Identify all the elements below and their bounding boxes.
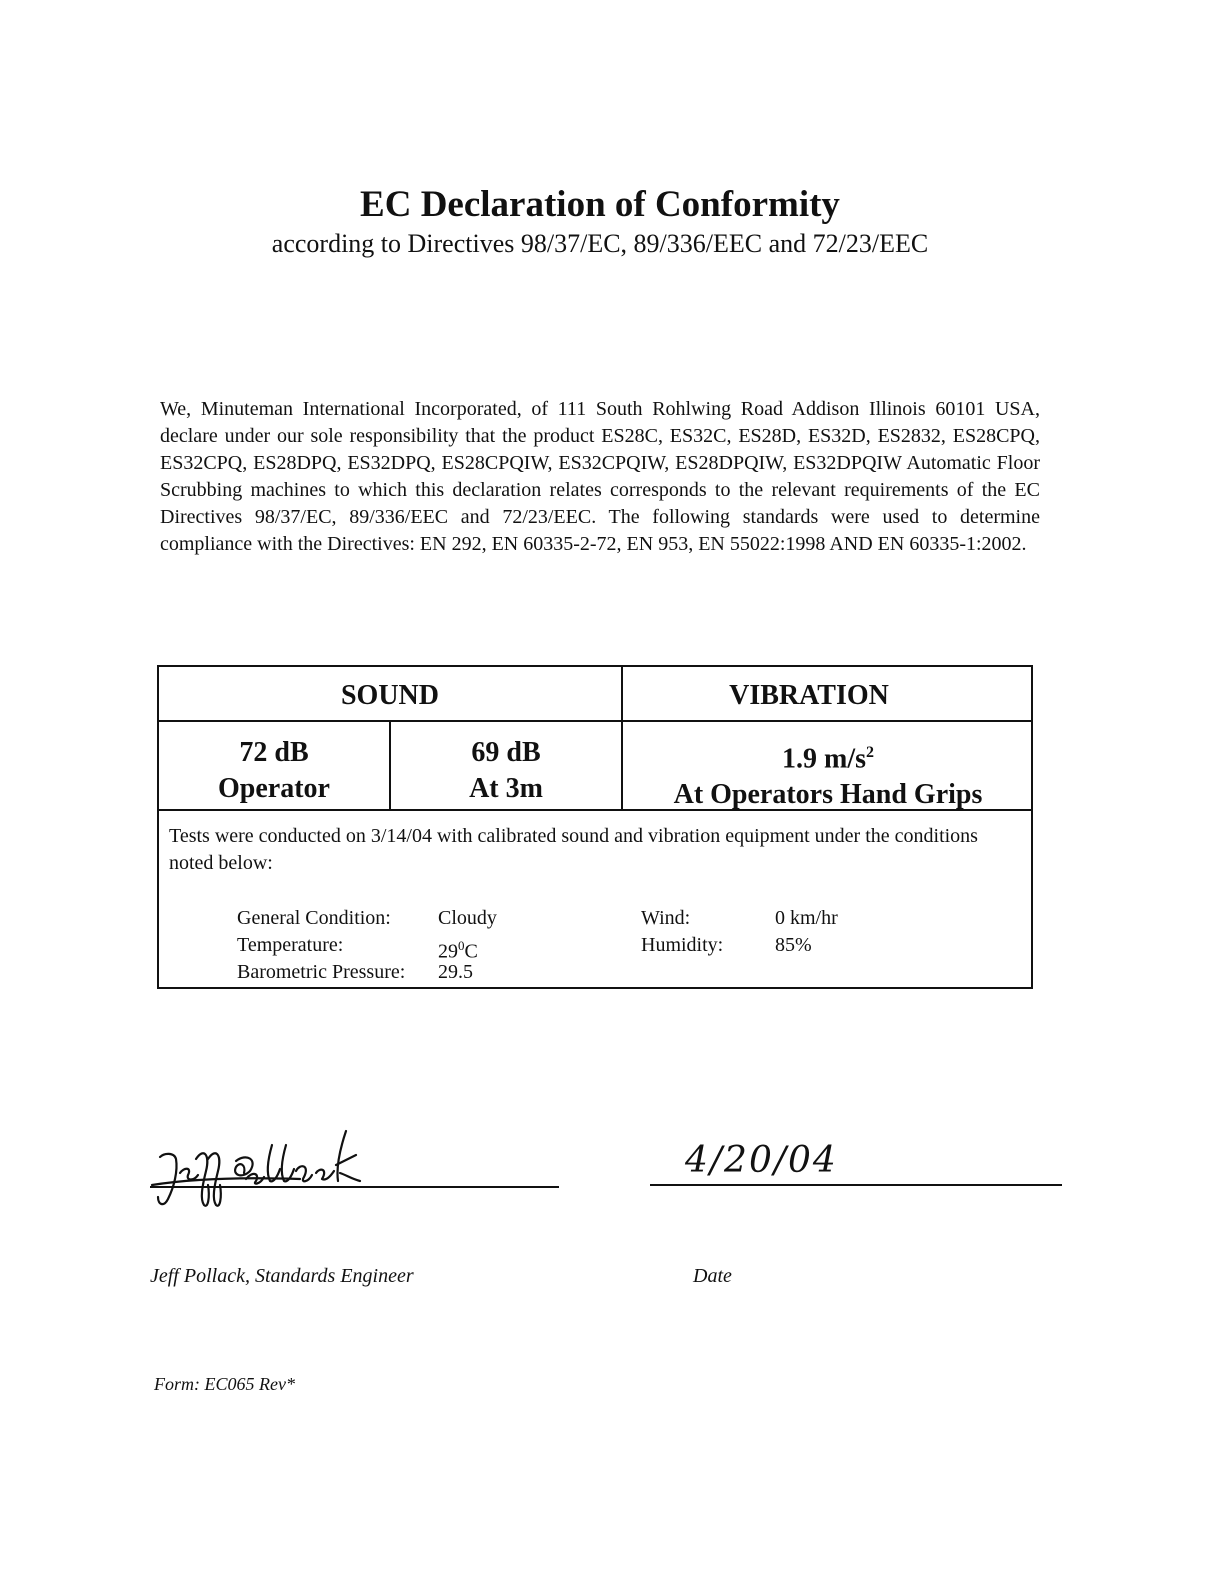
humidity-value: 85% xyxy=(775,934,812,956)
vibration-exponent: 2 xyxy=(866,744,874,761)
sound-vibration-table xyxy=(157,665,1033,989)
wind-value: 0 km/hr xyxy=(775,907,838,929)
pressure-value: 29.5 xyxy=(438,961,473,983)
signer-caption: Jeff Pollack, Standards Engineer xyxy=(150,1265,414,1287)
wind-label: Wind: xyxy=(641,907,691,929)
test-conditions-text: Tests were conducted on 3/14/04 with calibrated sound and vibration equipment under the conditions noted below: xyxy=(169,825,978,874)
declaration-body xyxy=(160,396,1040,558)
signature-line xyxy=(150,1186,559,1188)
pressure-label: Barometric Pressure: xyxy=(237,961,406,983)
sound-header: SOUND xyxy=(340,680,439,711)
date-line xyxy=(650,1184,1062,1186)
sound-operator-cell xyxy=(159,735,389,807)
temperature-label: Temperature: xyxy=(237,934,344,956)
general-condition-value: Cloudy xyxy=(438,907,497,929)
temperature-value: $29^0C$ xyxy=(438,938,478,963)
handwritten-date: 4/20/04 xyxy=(685,1140,838,1181)
sound-operator-value: 72 dB xyxy=(239,737,309,768)
general-condition-label: General Condition: xyxy=(237,907,391,929)
sound-operator-label: Operator xyxy=(218,773,330,804)
vibration-header: VIBRATION xyxy=(729,680,889,711)
sound-3m-value: 69 dB xyxy=(471,737,541,768)
form-reference: Form: EC065 Rev* xyxy=(154,1374,295,1394)
sound-3m-cell xyxy=(391,735,621,807)
handwritten-signature xyxy=(150,1125,370,1210)
vibration-value: 1.9 $m/s^2$ xyxy=(782,743,874,775)
vibration-cell xyxy=(623,735,1033,813)
table-rule xyxy=(159,720,1031,722)
declaration-paragraph: We, Minuteman International Incorporated, of 111 South Rohlwing Road Addison Illinois 60101 USA, declare under our sole responsibility that the product ES28C, ES32C, ES28D, ES32D, ES2832, ES28CPQ, ES32CPQ, ES28DPQ, ES32DPQ, ES28CPQIW, ES32CPQIW, ES28DPQIW, ES32DPQIW Automatic Floor Scrubbing machines to which this declaration relates corresponds to the relevant requirements of the EC Directives 98/37/EC, 89/336/EEC and 72/23/EEC. The following standards were used to determine compliance with the Directives: EN 292, EN 60335-2-72, EN 953, EN 55022:1998 AND EN 60335-1:2002. xyxy=(160,398,1040,555)
vibration-label: At Operators Hand Grips xyxy=(673,779,983,811)
sound-3m-label: At 3m xyxy=(469,773,543,804)
document-title: EC Declaration of Conformity xyxy=(360,184,840,225)
humidity-label: Humidity: xyxy=(641,934,724,956)
document-subtitle: according to Directives 98/37/EC, 89/336/EEC and 72/23/EEC xyxy=(271,229,929,258)
date-caption: Date xyxy=(693,1265,732,1287)
